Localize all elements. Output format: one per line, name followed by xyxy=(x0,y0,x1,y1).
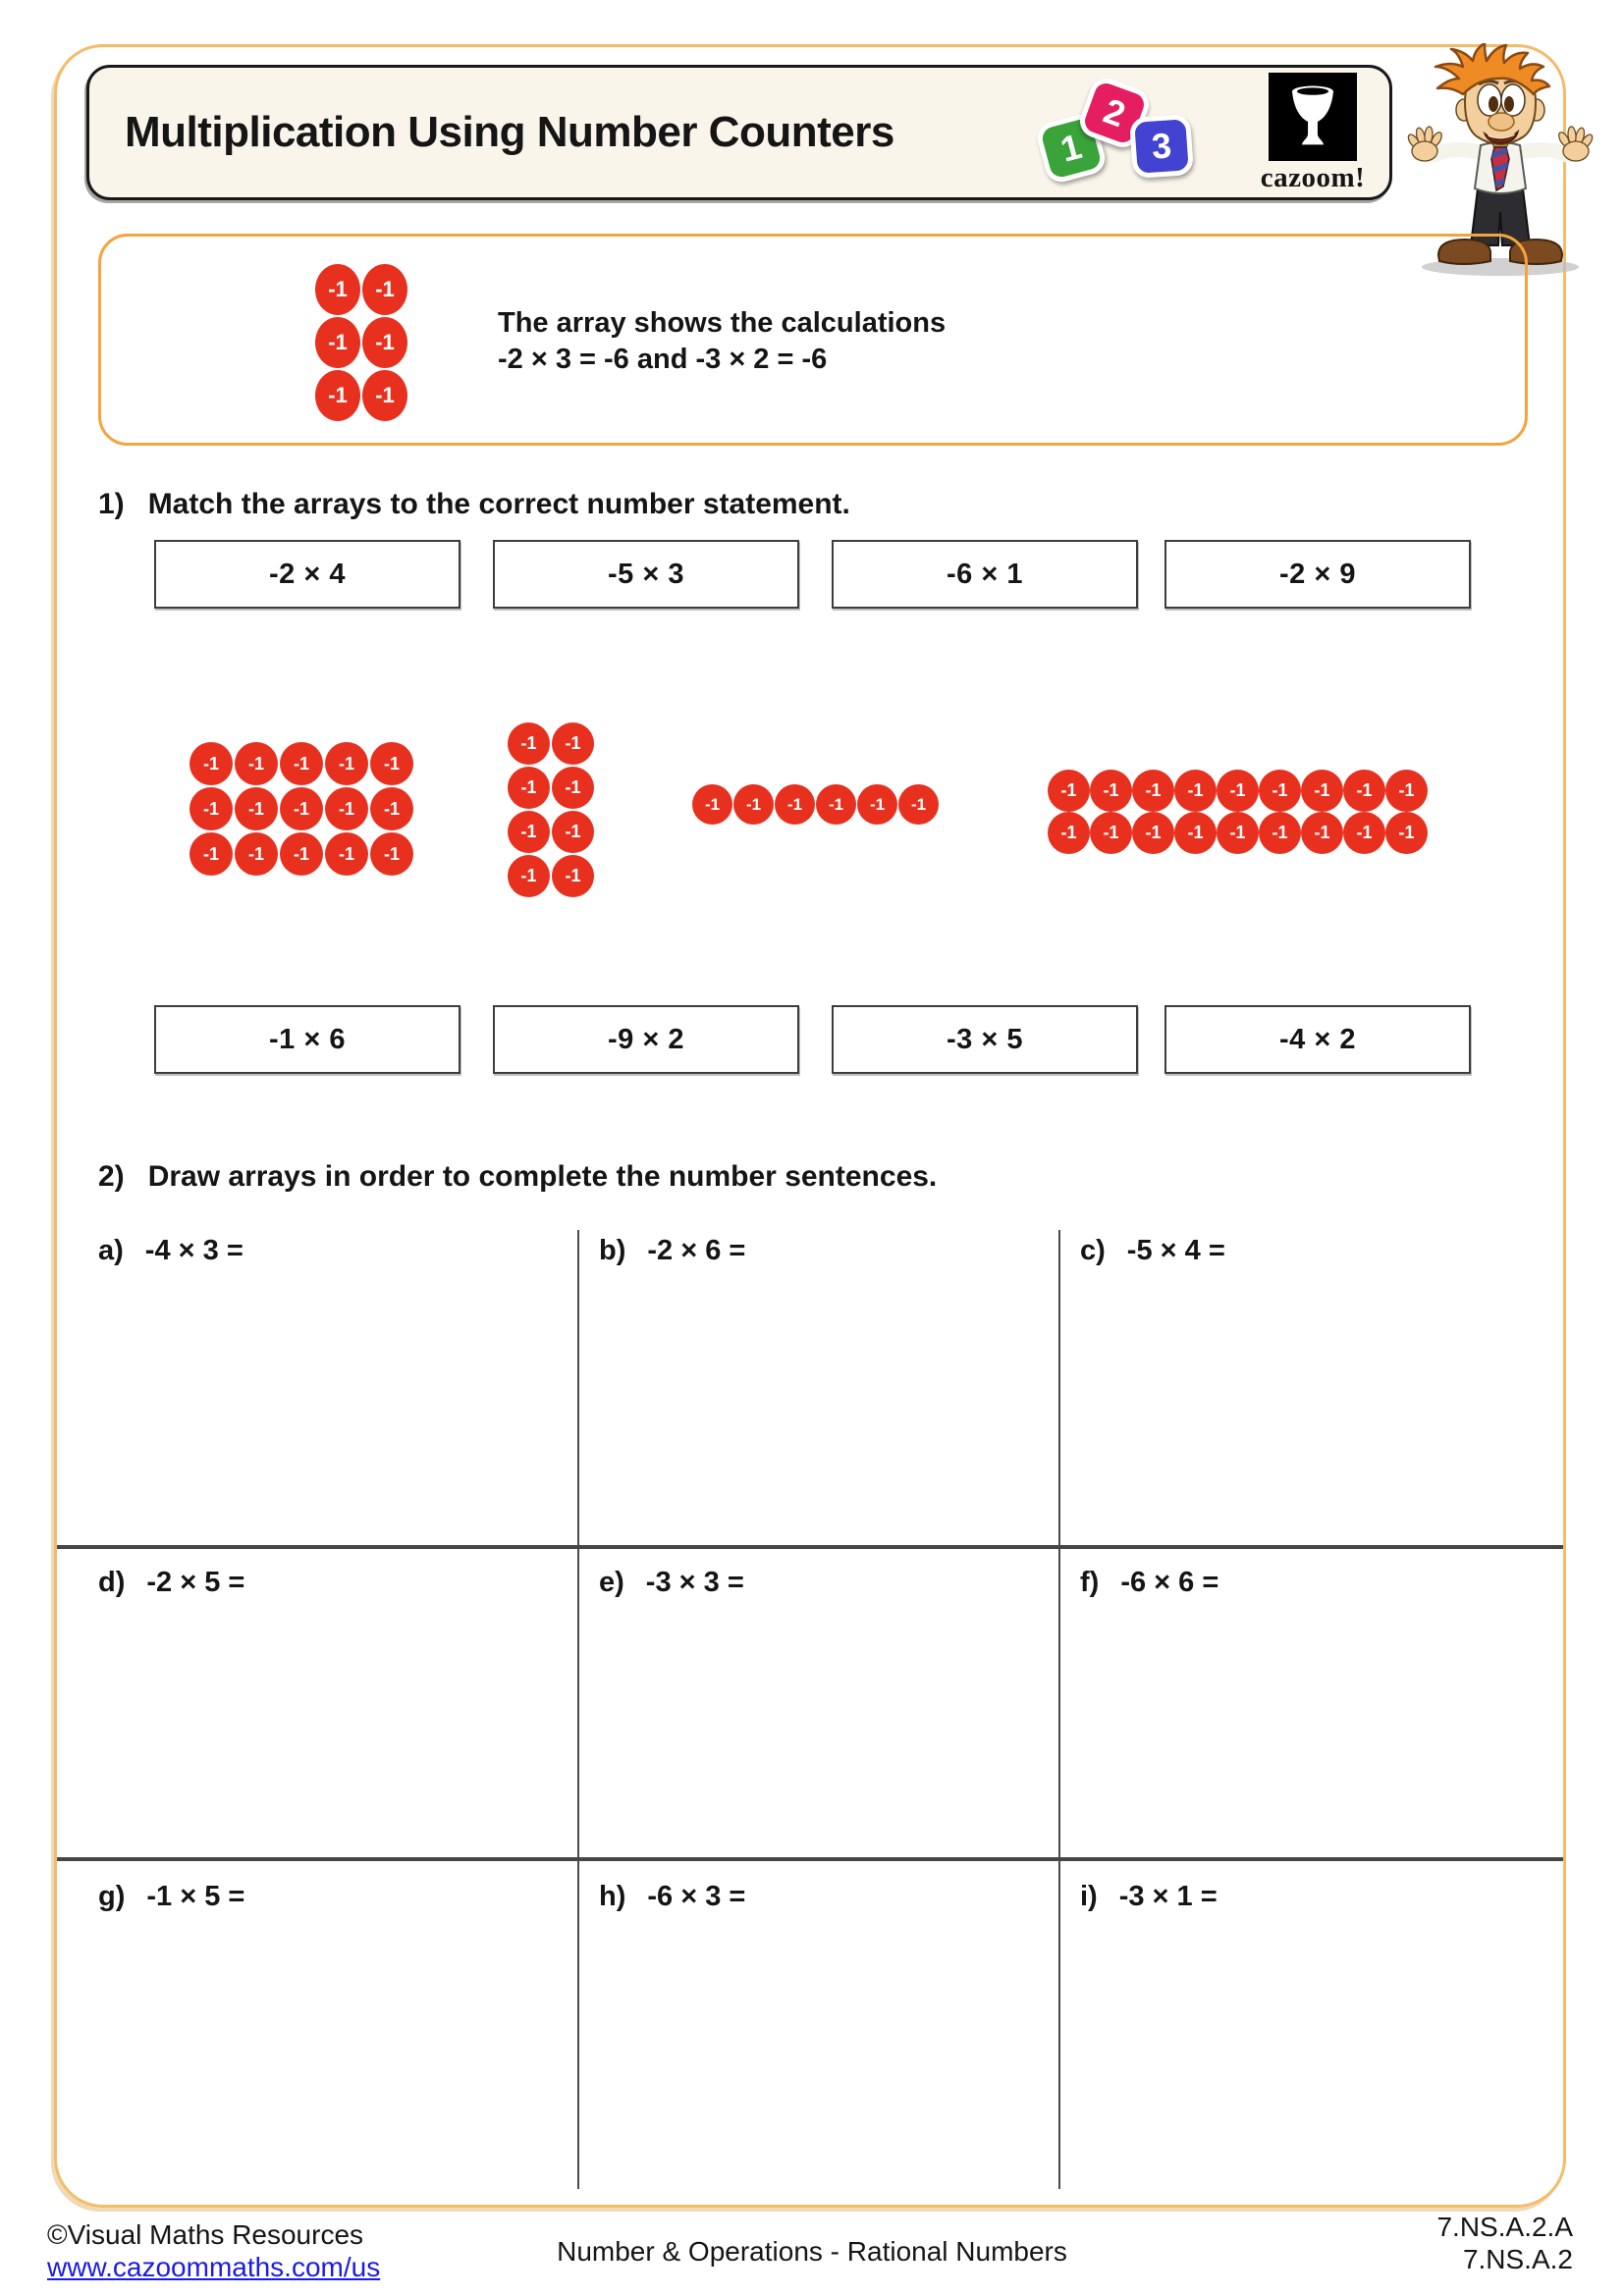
counter-minus-one: -1 xyxy=(325,742,368,785)
q2-cell-g xyxy=(98,1881,244,1913)
q2-cell-f xyxy=(1080,1567,1218,1599)
counter-minus-one: -1 xyxy=(508,767,550,809)
q1-bottom-statement-4: -4 × 2 xyxy=(1164,1005,1471,1074)
counter-minus-one: -1 xyxy=(1132,770,1174,812)
q1-top-statement-2: -5 × 3 xyxy=(493,540,799,609)
q2-cell-i-expression: -3 × 1 = xyxy=(1118,1881,1218,1912)
counter-minus-one: -1 xyxy=(189,787,233,830)
q2-cell-f-expression: -6 × 6 = xyxy=(1120,1567,1219,1598)
counter-minus-one: -1 xyxy=(508,811,550,853)
q2-cell-c-letter: c) xyxy=(1080,1235,1106,1266)
counter-minus-one: -1 xyxy=(1259,770,1301,812)
counter-minus-one: -1 xyxy=(552,722,594,765)
counter-minus-one: -1 xyxy=(1385,770,1428,812)
counter-minus-one: -1 xyxy=(370,787,413,830)
counter-minus-one: -1 xyxy=(1301,812,1343,854)
counter-minus-one: -1 xyxy=(235,742,278,785)
counter-minus-one: -1 xyxy=(1048,770,1090,812)
q2-cell-h-letter: h) xyxy=(599,1881,626,1912)
question-1-heading xyxy=(98,488,850,521)
counter-minus-one: -1 xyxy=(1048,812,1090,854)
counter-minus-one: -1 xyxy=(1343,770,1385,812)
q2-cell-d xyxy=(98,1567,244,1599)
counter-minus-one: -1 xyxy=(552,855,594,897)
example-line-1: The array shows the calculations xyxy=(498,307,947,339)
question-2-number: 2) xyxy=(98,1160,125,1193)
numbers-123-logo xyxy=(1033,75,1210,202)
q2-cell-e xyxy=(599,1567,744,1599)
example-box xyxy=(98,234,1528,446)
counter-minus-one: -1 xyxy=(315,317,360,368)
question-2-prompt: Draw arrays in order to complete the number sentences. xyxy=(147,1160,938,1193)
q1-array-6x1 xyxy=(692,784,939,825)
question-2-heading xyxy=(98,1160,937,1194)
q2-cell-h-expression: -6 × 3 = xyxy=(647,1881,746,1912)
counter-minus-one: -1 xyxy=(1343,812,1385,854)
drum-icon xyxy=(1269,73,1357,161)
grid-divider-horizontal-1 xyxy=(57,1545,1563,1549)
q2-cell-b xyxy=(599,1235,745,1267)
q1-array-9x2 xyxy=(1048,770,1428,854)
counter-minus-one: -1 xyxy=(1385,812,1428,854)
cazoom-website-link[interactable]: www.cazoommaths.com/us xyxy=(47,2252,381,2282)
counter-minus-one: -1 xyxy=(857,784,897,825)
counter-minus-one: -1 xyxy=(189,832,233,876)
counter-minus-one: -1 xyxy=(552,767,594,809)
q2-cell-a xyxy=(98,1235,244,1267)
footer-copyright: ©Visual Maths Resources xyxy=(47,2219,364,2250)
counter-minus-one: -1 xyxy=(325,832,368,876)
counter-minus-one: -1 xyxy=(280,742,323,785)
counter-minus-one: -1 xyxy=(775,784,815,825)
standard-code-2: 7.NS.A.2 xyxy=(1462,2244,1573,2274)
counter-minus-one: -1 xyxy=(315,264,360,315)
q1-top-statement-4: -2 × 9 xyxy=(1164,540,1471,609)
q2-cell-a-expression: -4 × 3 = xyxy=(144,1235,244,1266)
counter-minus-one: -1 xyxy=(1217,812,1259,854)
q1-bottom-statement-1: -1 × 6 xyxy=(154,1005,460,1074)
q2-cell-i xyxy=(1080,1881,1218,1913)
footer-topic: Number & Operations - Rational Numbers xyxy=(557,2236,1067,2267)
counter-minus-one: -1 xyxy=(508,722,550,765)
counter-minus-one: -1 xyxy=(362,370,407,421)
counter-minus-one: -1 xyxy=(1259,812,1301,854)
logo-number-2: 2 xyxy=(1075,74,1153,151)
q1-array-5x3 xyxy=(189,742,413,876)
counter-minus-one: -1 xyxy=(189,742,233,785)
counter-minus-one: -1 xyxy=(370,832,413,876)
question-1-prompt: Match the arrays to the correct number statement. xyxy=(147,488,850,520)
q1-top-statement-3: -6 × 1 xyxy=(832,540,1138,609)
counter-minus-one: -1 xyxy=(898,784,939,825)
q2-cell-c-expression: -5 × 4 = xyxy=(1126,1235,1225,1266)
q2-cell-c xyxy=(1080,1235,1225,1267)
counter-minus-one: -1 xyxy=(1301,770,1343,812)
counter-minus-one: -1 xyxy=(1090,812,1132,854)
q2-cell-h xyxy=(599,1881,745,1913)
counter-minus-one: -1 xyxy=(1174,770,1217,812)
counter-minus-one: -1 xyxy=(816,784,856,825)
logo-number-3: 3 xyxy=(1129,114,1194,179)
grid-divider-horizontal-2 xyxy=(57,1857,1563,1861)
q2-cell-b-expression: -2 × 6 = xyxy=(647,1235,746,1266)
grid-divider-vertical-1 xyxy=(577,1230,579,2189)
counter-minus-one: -1 xyxy=(362,317,407,368)
footer-standards xyxy=(1436,2211,1573,2275)
q2-cell-d-expression: -2 × 5 = xyxy=(146,1567,245,1598)
q2-cell-g-letter: g) xyxy=(98,1881,126,1912)
counter-minus-one: -1 xyxy=(235,787,278,830)
counter-minus-one: -1 xyxy=(280,787,323,830)
q2-cell-e-expression: -3 × 3 = xyxy=(645,1567,744,1598)
q2-cell-i-letter: i) xyxy=(1080,1881,1098,1912)
q2-cell-b-letter: b) xyxy=(599,1235,626,1266)
q1-bottom-statement-2: -9 × 2 xyxy=(493,1005,799,1074)
q2-cell-a-letter: a) xyxy=(98,1235,124,1266)
q2-cell-e-letter: e) xyxy=(599,1567,624,1598)
counter-minus-one: -1 xyxy=(325,787,368,830)
q1-bottom-statement-3: -3 × 5 xyxy=(832,1005,1138,1074)
cazoom-logo xyxy=(1255,73,1371,194)
cazoom-brand-text: cazoom! xyxy=(1260,162,1366,193)
counter-minus-one: -1 xyxy=(692,784,732,825)
q2-cell-g-expression: -1 × 5 = xyxy=(146,1881,245,1912)
q1-top-statement-1: -2 × 4 xyxy=(154,540,460,609)
standard-code-1: 7.NS.A.2.A xyxy=(1436,2212,1573,2242)
counter-minus-one: -1 xyxy=(508,855,550,897)
counter-minus-one: -1 xyxy=(315,370,360,421)
counter-minus-one: -1 xyxy=(1174,812,1217,854)
question-1-number: 1) xyxy=(98,488,125,520)
counter-minus-one: -1 xyxy=(1217,770,1259,812)
page-title: Multiplication Using Number Counters xyxy=(125,108,894,156)
grid-divider-vertical-2 xyxy=(1058,1230,1060,2189)
counter-minus-one: -1 xyxy=(235,832,278,876)
example-line-2: -2 × 3 = -6 and -3 × 2 = -6 xyxy=(498,344,828,375)
example-counter-array xyxy=(315,264,407,421)
example-text xyxy=(498,305,946,378)
counter-minus-one: -1 xyxy=(362,264,407,315)
counter-minus-one: -1 xyxy=(1090,770,1132,812)
q2-cell-d-letter: d) xyxy=(98,1567,126,1598)
counter-minus-one: -1 xyxy=(280,832,323,876)
counter-minus-one: -1 xyxy=(1132,812,1174,854)
q2-cell-f-letter: f) xyxy=(1080,1567,1100,1598)
counter-minus-one: -1 xyxy=(370,742,413,785)
logo-number-1: 1 xyxy=(1034,111,1109,186)
q1-array-2x4 xyxy=(508,722,594,897)
counter-minus-one: -1 xyxy=(552,811,594,853)
counter-minus-one: -1 xyxy=(733,784,774,825)
